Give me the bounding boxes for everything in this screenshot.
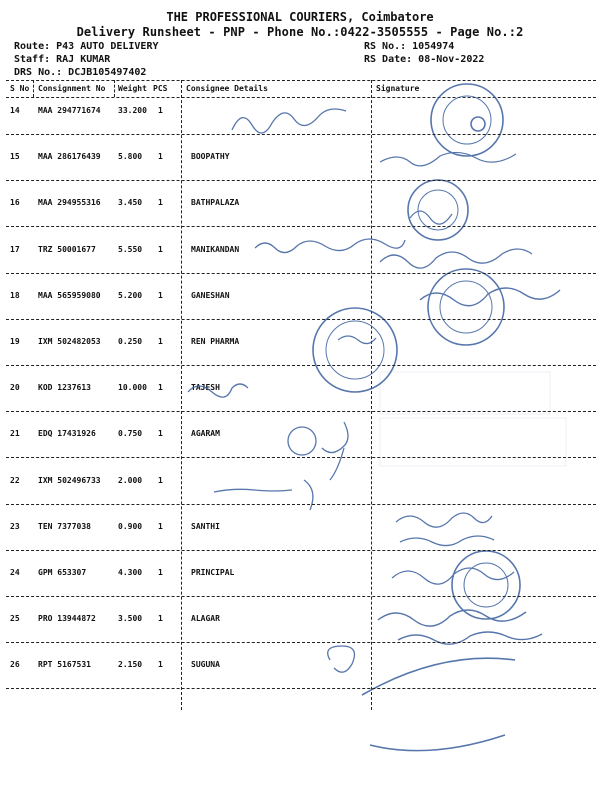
handwriting-circle-2 [288, 427, 316, 455]
cell-consignment: EDQ 17431926 [38, 429, 96, 438]
signature-row19 [338, 336, 376, 344]
cell-pcs: 1 [158, 198, 163, 207]
row-separator [6, 180, 596, 181]
cell-sno: 23 [10, 522, 20, 531]
cell-weight: 3.500 [118, 614, 143, 623]
cell-consignment: RPT 5167531 [38, 660, 91, 669]
signature-row22 [214, 480, 313, 510]
row-separator [6, 134, 596, 135]
cell-consignee: BATHPALAZA [191, 198, 240, 207]
cell-consignee: SUGUNA [191, 660, 220, 669]
row-separator [6, 319, 596, 320]
cell-consignee: GANESHAN [191, 291, 230, 300]
cell-consignee: SANTHI [191, 522, 220, 531]
cell-weight: 2.000 [118, 476, 143, 485]
cell-pcs: 1 [158, 383, 163, 392]
cell-weight: 10.000 [118, 383, 147, 392]
cell-consignee: TAJESH [191, 383, 220, 392]
cell-sno: 17 [10, 245, 20, 254]
signature-boopathy [380, 152, 516, 165]
staff-label: Staff: RAJ KUMAR [14, 54, 111, 65]
col-sno: S No [10, 84, 30, 93]
eureka-stamp-1 [408, 180, 468, 240]
row-separator [6, 411, 596, 412]
cell-sno: 19 [10, 337, 20, 346]
cell-pcs: 1 [158, 245, 163, 254]
cell-consignment: TRZ 50001677 [38, 245, 96, 254]
signature-precision [232, 109, 346, 133]
cell-consignment: PRO 13944872 [38, 614, 96, 623]
row-separator [6, 226, 596, 227]
col-consignment: Consignment No [38, 84, 106, 93]
handwriting-circle-9 [328, 646, 355, 672]
cell-sno: 21 [10, 429, 20, 438]
cell-pcs: 1 [158, 568, 163, 577]
cell-consignment: MAA 565959080 [38, 291, 101, 300]
col-pcs: PCS [153, 84, 168, 93]
cell-pcs: 1 [158, 660, 163, 669]
row-separator [6, 365, 596, 366]
cell-pcs: 1 [158, 152, 163, 161]
signature-row25 [378, 610, 526, 626]
cell-sno: 26 [10, 660, 20, 669]
eureka-stamp-2 [428, 269, 504, 345]
cell-weight: 5.550 [118, 245, 143, 254]
col-weight: Weight [118, 84, 147, 93]
cell-consignment: TEN 7377038 [38, 522, 91, 531]
cell-pcs: 1 [158, 476, 163, 485]
col-signature: Signature [376, 84, 420, 93]
suguna-stamp-arc [362, 658, 515, 695]
row-separator [6, 550, 596, 551]
cell-sno: 24 [10, 568, 20, 577]
cell-weight: 33.200 [118, 106, 147, 115]
precision-stamp [431, 84, 503, 156]
col-consignee: Consignee Details [186, 84, 268, 93]
cell-consignment: MAA 294955316 [38, 198, 101, 207]
signature-row24 [392, 568, 514, 584]
cell-sno: 20 [10, 383, 20, 392]
signature-row17 [380, 249, 532, 268]
cell-weight: 2.150 [118, 660, 143, 669]
agaram-stamp [380, 418, 566, 466]
row-separator [6, 457, 596, 458]
cell-weight: 0.250 [118, 337, 143, 346]
cell-weight: 3.450 [118, 198, 143, 207]
cell-weight: 4.300 [118, 568, 143, 577]
row-separator [6, 688, 596, 689]
cell-consignment: IXM 502496733 [38, 476, 101, 485]
cell-sno: 18 [10, 291, 20, 300]
cell-consignment: MAA 294771674 [38, 106, 101, 115]
cell-sno: 15 [10, 152, 20, 161]
cell-consignee: PRINCIPAL [191, 568, 235, 577]
cell-consignee: MANIKANDAN [191, 245, 240, 254]
cell-weight: 0.900 [118, 522, 143, 531]
drs-number: DRS No.: DCJB105497402 [14, 67, 147, 78]
rs-number: RS No.: 1054974 [364, 41, 455, 52]
cell-sno: 14 [10, 106, 20, 115]
rs-date: RS Date: 08-Nov-2022 [364, 54, 485, 65]
row-separator [6, 642, 596, 643]
cell-pcs: 1 [158, 614, 163, 623]
row24-stamp [452, 551, 520, 619]
signature-row23 [396, 513, 492, 527]
cell-weight: 0.750 [118, 429, 143, 438]
row-separator [6, 596, 596, 597]
cell-consignee: AGARAM [191, 429, 220, 438]
signature-row20 [188, 384, 248, 397]
cell-sno: 22 [10, 476, 20, 485]
route-label: Route: P43 AUTO DELIVERY [14, 41, 159, 52]
cell-weight: 5.200 [118, 291, 143, 300]
cell-pcs: 1 [158, 337, 163, 346]
cell-consignee: BOOPATHY [191, 152, 230, 161]
row-separator [6, 504, 596, 505]
cell-consignment: GPM 653307 [38, 568, 87, 577]
cell-pcs: 1 [158, 429, 163, 438]
runsheet-subtitle: Delivery Runsheet - PNP - Phone No.:0422-3505555 - Page No.:2 [76, 25, 524, 39]
handwriting-cod [255, 239, 405, 253]
row-separator [6, 273, 596, 274]
cell-consignment: KOD 1237613 [38, 383, 91, 392]
company-title: THE PROFESSIONAL COURIERS, Coimbatore [166, 10, 434, 24]
cell-consignment: MAA 286176439 [38, 152, 101, 161]
cell-consignee: REN PHARMA [191, 337, 240, 346]
cell-sno: 16 [10, 198, 20, 207]
cell-consignee: ALAGAR [191, 614, 220, 623]
cell-sno: 25 [10, 614, 20, 623]
cell-pcs: 1 [158, 106, 163, 115]
cell-pcs: 1 [158, 291, 163, 300]
med-first-stamp [380, 372, 550, 414]
cell-weight: 5.800 [118, 152, 143, 161]
cell-consignment: IXM 502482053 [38, 337, 101, 346]
cell-pcs: 1 [158, 522, 163, 531]
